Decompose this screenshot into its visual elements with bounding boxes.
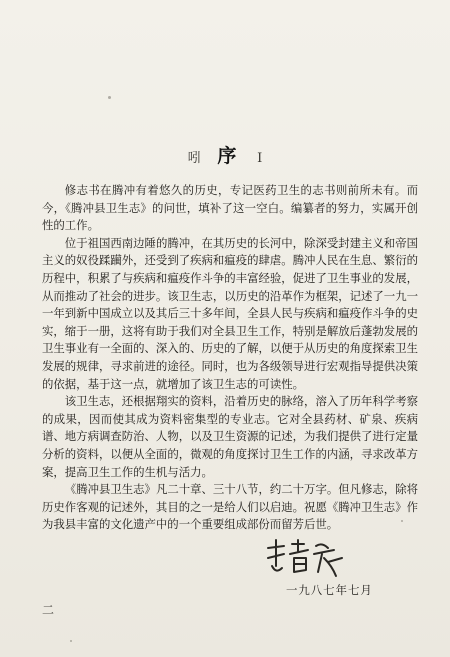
title-text: 序 xyxy=(217,145,241,167)
preface-body xyxy=(42,182,418,534)
handwritten-signature xyxy=(262,536,352,582)
title-right-mark: I xyxy=(257,151,263,166)
paragraph-3: 该卫生志，还根据翔实的资料，沿着历史的脉络，溶入了历年科学考察的成果，因而使其成为资料密集型的专业志。它对全县药材、矿泉、疾病谱、地方病调查防治、人物，以及卫生资源的记述，为我们提供了进行定量分析的资料，以便从全面的，微观的角度探讨卫生工作的内涵，寻求改革方案，提高卫生工作的生机与活力。 xyxy=(42,394,418,479)
page-number: 二 xyxy=(42,603,55,617)
scan-speck xyxy=(70,640,72,642)
paragraph-4: 《腾冲县卫生志》凡二十章、三十八节，约二十万字。但凡修志，除将历史作客观的记述外，其目的之一是给人们以启迪。祝愿《腾冲卫生志》作为我县丰富的文化遗产中的一个重要组成部份而留芳后世。 xyxy=(42,482,418,532)
scan-speck xyxy=(401,520,403,522)
date: 一九八七年七月 xyxy=(286,583,373,597)
paragraph-1: 修志书在腾冲有着悠久的历史，专记医药卫生的志书则前所未有。而今，《腾冲县卫生志》的问世，填补了这一空白。编纂者的努力，实属开创性的工作。 xyxy=(42,183,418,233)
title-left-mark: 吲 xyxy=(187,151,201,166)
preface-title xyxy=(0,141,450,168)
scan-speck xyxy=(108,96,111,99)
paragraph-2: 位于祖国西南边陲的腾冲，在其历史的长河中，除深受封建主义和帝国主义的奴役蹂躏外，还受到了疾病和瘟疫的肆虐。腾冲人民在生息、繁衍的历程中，积累了与疾病和瘟疫作斗争的丰富经验，促进了卫生事业的发展，从而推动了社会的进步。该卫生志，以历史的沿革作为框架，记述了一九一一年到新中国成立以及其后三十多年间，全县人民与疾病和瘟疫作斗争的史实，缩于一册，这将有助于我们对全县卫生工作，特别是解放后蓬勃发展的卫生事业有一全面的、深入的、历史的了解，以便于从历史的角度探索卫生发展的规律，寻求前进的途径。同时，也为各级领导进行宏观指导提供决策的依据，基于这一点，就增加了该卫生志的可读性。 xyxy=(42,235,418,391)
